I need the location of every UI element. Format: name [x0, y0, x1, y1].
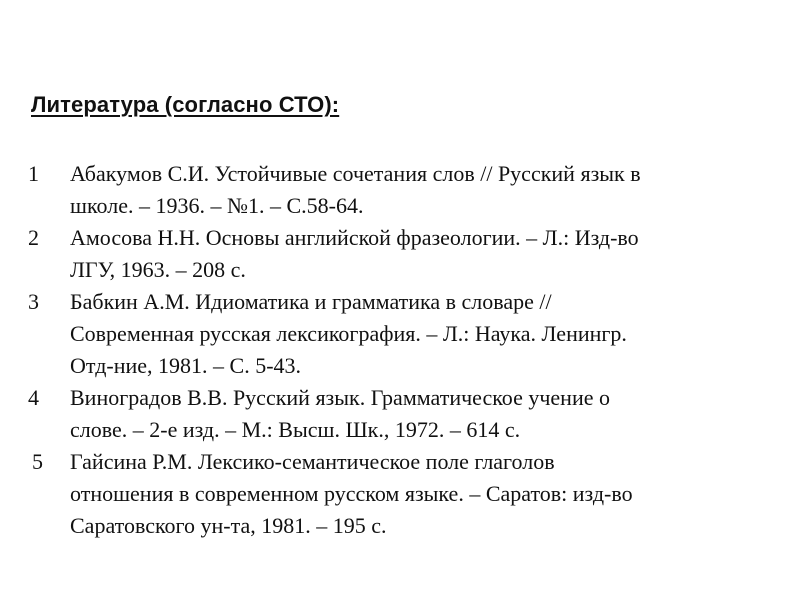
page-title: Литература (согласно СТО):: [31, 92, 340, 117]
reference-number: 5: [32, 449, 43, 474]
reference-text-line: слове. – 2-е изд. – М.: Высш. Шк., 1972. – 614 с.: [70, 417, 521, 442]
reference-text-line: Виноградов В.В. Русский язык. Грамматическое учение о: [70, 385, 610, 410]
reference-item-2: [28, 222, 773, 286]
reference-text-line: Современная русская лексикография. – Л.: Наука. Ленингр.: [70, 321, 627, 346]
reference-text-line: Абакумов С.И. Устойчивые сочетания слов // Русский язык в: [70, 161, 641, 186]
reference-item-3: [28, 286, 773, 382]
reference-item-4: [28, 382, 773, 446]
reference-text-line: Амосова Н.Н. Основы английской фразеологии. – Л.: Изд-во: [70, 225, 639, 250]
reference-number: 2: [28, 225, 39, 250]
reference-text-line: Гайсина Р.М. Лексико-семантическое поле глаголов: [70, 449, 555, 474]
reference-number: 4: [28, 385, 39, 410]
reference-list: [28, 158, 773, 542]
reference-number: 3: [28, 289, 39, 314]
reference-text-line: Бабкин А.М. Идиоматика и грамматика в словаре //: [70, 289, 552, 314]
reference-item-1: [28, 158, 773, 222]
reference-text-line: Саратовского ун-та, 1981. – 195 с.: [70, 513, 387, 538]
reference-text-line: ЛГУ, 1963. – 208 с.: [70, 257, 246, 282]
reference-number: 1: [28, 161, 39, 186]
reference-text-line: Отд-ние, 1981. – С. 5-43.: [70, 353, 302, 378]
reference-text-line: школе. – 1936. – №1. – С.58-64.: [70, 193, 364, 218]
reference-text-line: отношения в современном русском языке. – Саратов: изд-во: [70, 481, 633, 506]
reference-item-5: [28, 446, 773, 542]
